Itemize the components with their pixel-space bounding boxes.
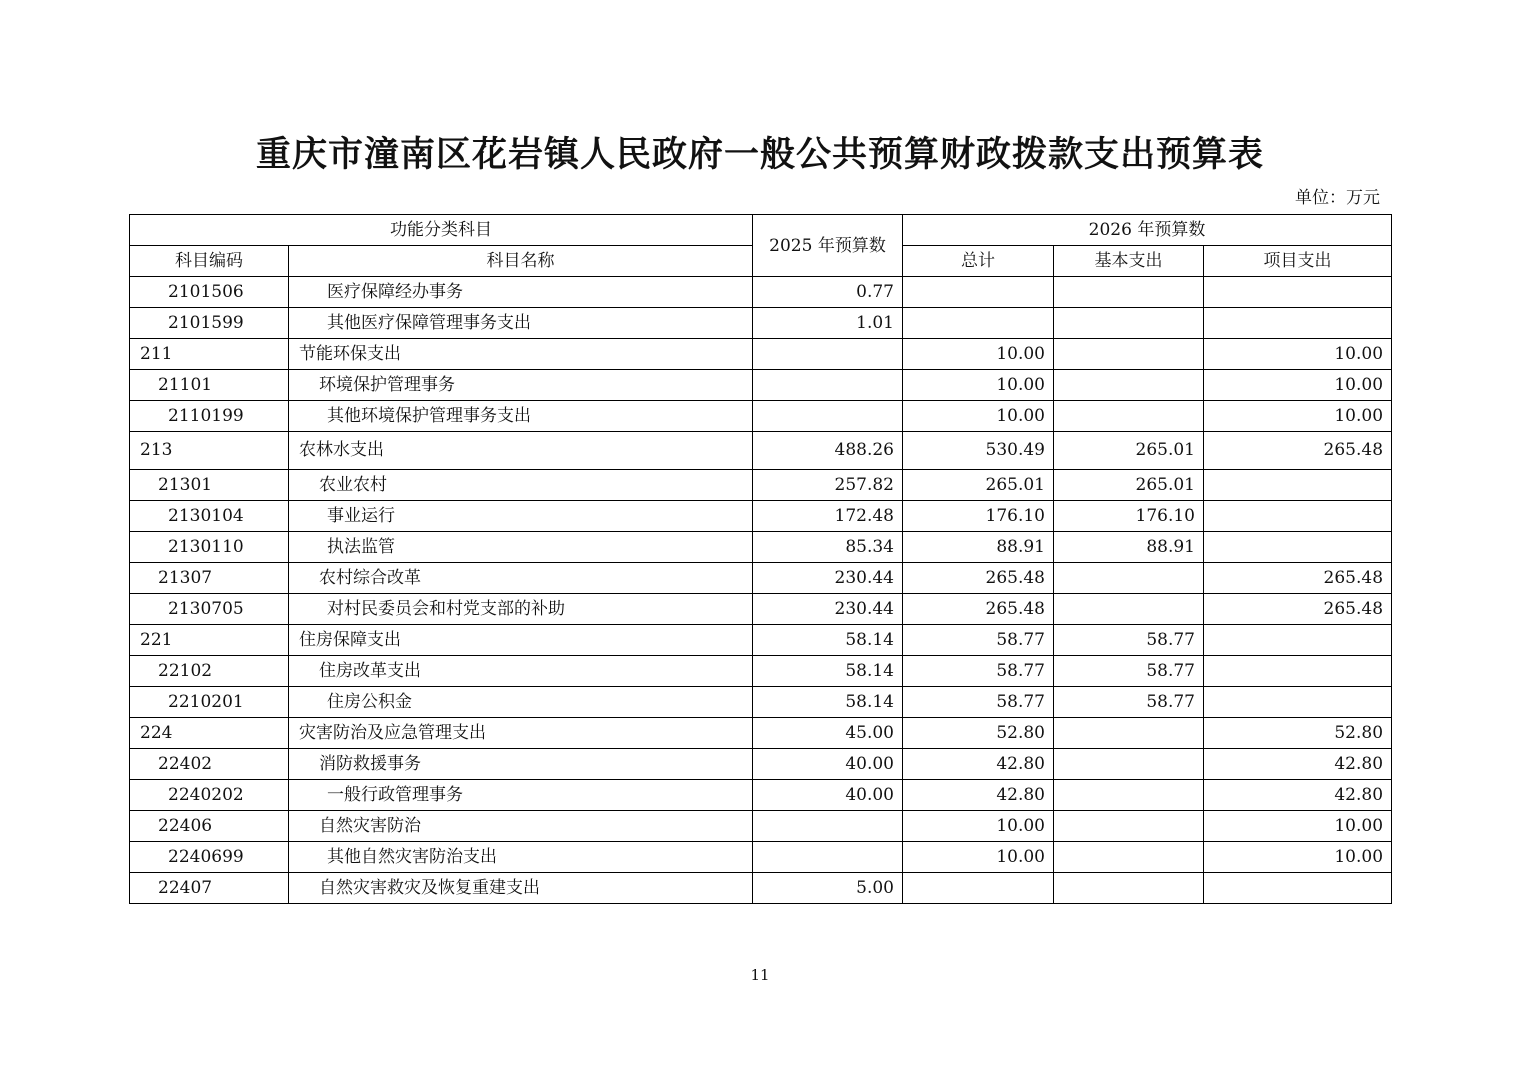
name-cell: 医疗保障经办事务: [289, 277, 753, 308]
name-cell: 其他医疗保障管理事务支出: [289, 308, 753, 339]
total-cell: 265.48: [903, 594, 1054, 625]
code-cell: 2240202: [130, 780, 289, 811]
basic-cell: 265.01: [1054, 432, 1204, 470]
basic-cell: [1054, 277, 1204, 308]
total-cell: 58.77: [903, 625, 1054, 656]
name-cell: 对村民委员会和村党支部的补助: [289, 594, 753, 625]
table-row: [130, 780, 1392, 811]
name-cell: 农业农村: [289, 470, 753, 501]
name-cell: 环境保护管理事务: [289, 370, 753, 401]
budget-table: [129, 214, 1392, 904]
basic-cell: [1054, 370, 1204, 401]
project-cell: 265.48: [1204, 563, 1392, 594]
table-row: [130, 563, 1392, 594]
total-cell: [903, 308, 1054, 339]
basic-cell: [1054, 718, 1204, 749]
code-cell: 2101599: [130, 308, 289, 339]
basic-cell: 176.10: [1054, 501, 1204, 532]
table-row: [130, 873, 1392, 904]
table-row: [130, 656, 1392, 687]
name-cell: 其他环境保护管理事务支出: [289, 401, 753, 432]
name-cell: 事业运行: [289, 501, 753, 532]
header-name: 科目名称: [289, 246, 753, 277]
code-cell: 22102: [130, 656, 289, 687]
project-cell: [1204, 625, 1392, 656]
header-code: 科目编码: [130, 246, 289, 277]
total-cell: 10.00: [903, 370, 1054, 401]
project-cell: 42.80: [1204, 780, 1392, 811]
name-cell: 一般行政管理事务: [289, 780, 753, 811]
project-cell: [1204, 687, 1392, 718]
prev-year-cell: 58.14: [753, 687, 903, 718]
name-cell: 执法监管: [289, 532, 753, 563]
prev-year-cell: 488.26: [753, 432, 903, 470]
basic-cell: [1054, 339, 1204, 370]
code-cell: 22407: [130, 873, 289, 904]
header-prev-year: 2025 年预算数: [753, 215, 903, 277]
total-cell: 88.91: [903, 532, 1054, 563]
project-cell: 52.80: [1204, 718, 1392, 749]
prev-year-cell: 58.14: [753, 656, 903, 687]
total-cell: 176.10: [903, 501, 1054, 532]
project-cell: 42.80: [1204, 749, 1392, 780]
table-row: [130, 308, 1392, 339]
basic-cell: 58.77: [1054, 625, 1204, 656]
table-row: [130, 470, 1392, 501]
header-basic: 基本支出: [1054, 246, 1204, 277]
project-cell: 10.00: [1204, 401, 1392, 432]
header-project: 项目支出: [1204, 246, 1392, 277]
basic-cell: [1054, 811, 1204, 842]
project-cell: 265.48: [1204, 594, 1392, 625]
table-row: [130, 625, 1392, 656]
total-cell: 10.00: [903, 401, 1054, 432]
page-number: 11: [750, 966, 770, 984]
prev-year-cell: [753, 370, 903, 401]
basic-cell: [1054, 308, 1204, 339]
project-cell: [1204, 470, 1392, 501]
table-row: [130, 594, 1392, 625]
table-row: [130, 718, 1392, 749]
code-cell: 22402: [130, 749, 289, 780]
basic-cell: 88.91: [1054, 532, 1204, 563]
basic-cell: 58.77: [1054, 687, 1204, 718]
name-cell: 住房保障支出: [289, 625, 753, 656]
code-cell: 2130705: [130, 594, 289, 625]
prev-year-cell: 0.77: [753, 277, 903, 308]
code-cell: 21301: [130, 470, 289, 501]
name-cell: 其他自然灾害防治支出: [289, 842, 753, 873]
table-row: [130, 811, 1392, 842]
code-cell: 22406: [130, 811, 289, 842]
table-row: [130, 749, 1392, 780]
table-row: [130, 401, 1392, 432]
name-cell: 住房改革支出: [289, 656, 753, 687]
basic-cell: [1054, 563, 1204, 594]
project-cell: 10.00: [1204, 842, 1392, 873]
table-row: [130, 370, 1392, 401]
prev-year-cell: 40.00: [753, 749, 903, 780]
project-cell: [1204, 656, 1392, 687]
project-cell: [1204, 501, 1392, 532]
code-cell: 213: [130, 432, 289, 470]
name-cell: 住房公积金: [289, 687, 753, 718]
total-cell: 265.48: [903, 563, 1054, 594]
code-cell: 2110199: [130, 401, 289, 432]
code-cell: 2240699: [130, 842, 289, 873]
prev-year-cell: 58.14: [753, 625, 903, 656]
total-cell: 265.01: [903, 470, 1054, 501]
table-row: [130, 501, 1392, 532]
total-cell: 10.00: [903, 842, 1054, 873]
total-cell: 10.00: [903, 339, 1054, 370]
prev-year-cell: 230.44: [753, 594, 903, 625]
total-cell: 530.49: [903, 432, 1054, 470]
code-cell: 224: [130, 718, 289, 749]
prev-year-cell: 257.82: [753, 470, 903, 501]
prev-year-cell: 230.44: [753, 563, 903, 594]
table-row: [130, 532, 1392, 563]
name-cell: 农村综合改革: [289, 563, 753, 594]
total-cell: 42.80: [903, 749, 1054, 780]
name-cell: 自然灾害防治: [289, 811, 753, 842]
name-cell: 灾害防治及应急管理支出: [289, 718, 753, 749]
name-cell: 节能环保支出: [289, 339, 753, 370]
prev-year-cell: [753, 842, 903, 873]
table-row: [130, 687, 1392, 718]
code-cell: 21307: [130, 563, 289, 594]
basic-cell: 265.01: [1054, 470, 1204, 501]
prev-year-cell: 85.34: [753, 532, 903, 563]
table-row: [130, 339, 1392, 370]
project-cell: [1204, 873, 1392, 904]
prev-year-cell: 5.00: [753, 873, 903, 904]
header-total: 总计: [903, 246, 1054, 277]
total-cell: [903, 277, 1054, 308]
table-row: [130, 432, 1392, 470]
project-cell: [1204, 532, 1392, 563]
total-cell: 10.00: [903, 811, 1054, 842]
basic-cell: 58.77: [1054, 656, 1204, 687]
code-cell: 21101: [130, 370, 289, 401]
basic-cell: [1054, 749, 1204, 780]
name-cell: 农林水支出: [289, 432, 753, 470]
header-current-year-group: 2026 年预算数: [903, 215, 1392, 246]
project-cell: [1204, 277, 1392, 308]
project-cell: 10.00: [1204, 339, 1392, 370]
table-row: [130, 842, 1392, 873]
prev-year-cell: 1.01: [753, 308, 903, 339]
unit-label: 单位：万元: [1295, 188, 1380, 208]
code-cell: 2210201: [130, 687, 289, 718]
code-cell: 2101506: [130, 277, 289, 308]
code-cell: 2130110: [130, 532, 289, 563]
page-title: 重庆市潼南区花岩镇人民政府一般公共预算财政拨款支出预算表: [255, 134, 1264, 175]
code-cell: 2130104: [130, 501, 289, 532]
name-cell: 消防救援事务: [289, 749, 753, 780]
basic-cell: [1054, 842, 1204, 873]
project-cell: 265.48: [1204, 432, 1392, 470]
basic-cell: [1054, 594, 1204, 625]
basic-cell: [1054, 401, 1204, 432]
total-cell: 52.80: [903, 718, 1054, 749]
total-cell: 58.77: [903, 687, 1054, 718]
header-subject-group: 功能分类科目: [130, 215, 753, 246]
total-cell: 58.77: [903, 656, 1054, 687]
name-cell: 自然灾害救灾及恢复重建支出: [289, 873, 753, 904]
project-cell: 10.00: [1204, 370, 1392, 401]
basic-cell: [1054, 780, 1204, 811]
basic-cell: [1054, 873, 1204, 904]
prev-year-cell: [753, 811, 903, 842]
prev-year-cell: 40.00: [753, 780, 903, 811]
prev-year-cell: [753, 339, 903, 370]
project-cell: [1204, 308, 1392, 339]
code-cell: 221: [130, 625, 289, 656]
total-cell: [903, 873, 1054, 904]
code-cell: 211: [130, 339, 289, 370]
prev-year-cell: [753, 401, 903, 432]
table-body: [130, 277, 1392, 904]
project-cell: 10.00: [1204, 811, 1392, 842]
total-cell: 42.80: [903, 780, 1054, 811]
prev-year-cell: 45.00: [753, 718, 903, 749]
table-row: [130, 277, 1392, 308]
prev-year-cell: 172.48: [753, 501, 903, 532]
